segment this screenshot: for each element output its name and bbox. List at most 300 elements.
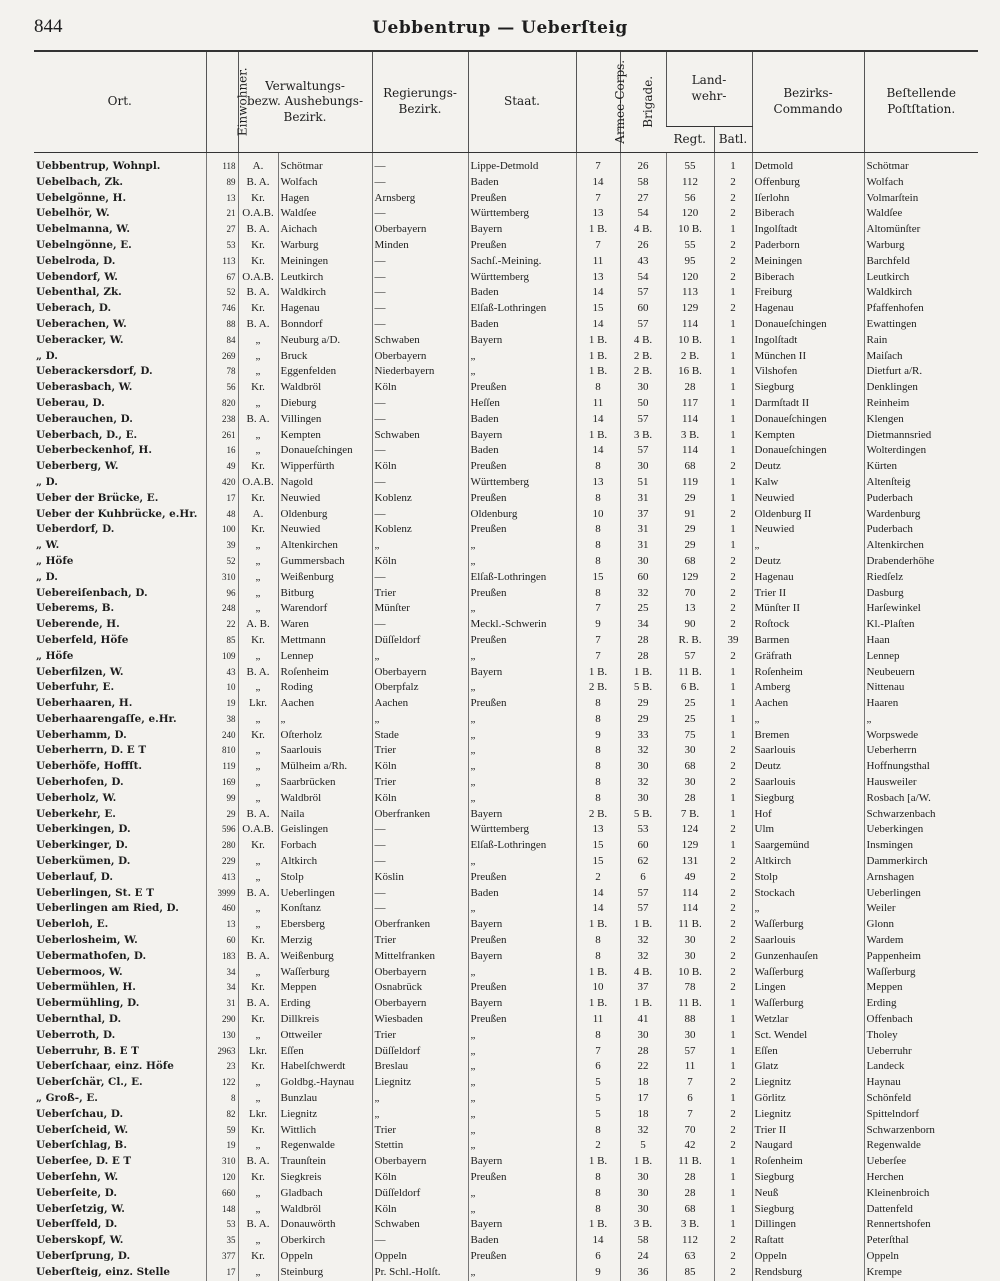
- cell-staat: Bayern: [468, 1217, 576, 1233]
- cell-batl: 2: [714, 980, 752, 996]
- cell-armee: 11: [576, 254, 620, 270]
- cell-regt: 114: [666, 443, 714, 459]
- table-row: [34, 191, 978, 207]
- cell-regt: 30: [666, 1028, 714, 1044]
- cell-regt: 57: [666, 649, 714, 665]
- cell-ort: Ueberacker, W.: [36, 333, 124, 346]
- cell-batl: 1: [714, 1028, 752, 1044]
- cell-regt: 124: [666, 822, 714, 838]
- cell-ort: Ueberloh, E.: [36, 918, 109, 931]
- cell-post: Barchfeld: [864, 254, 978, 270]
- cell-regt: 30: [666, 775, 714, 791]
- cell-brigade: 60: [620, 570, 666, 586]
- cell-verwaltung: Wipperfürth: [278, 459, 372, 475]
- cell-einwohner: 109: [206, 649, 238, 665]
- cell-staat: Baden: [468, 317, 576, 333]
- cell-armee: 9: [576, 728, 620, 744]
- cell-post: Hausweiler: [864, 775, 978, 791]
- cell-post: Regenwalde: [864, 1138, 978, 1154]
- cell-brigade: 22: [620, 1059, 666, 1075]
- cell-brigade: 6: [620, 870, 666, 886]
- cell-ort: Uebelbach, Zk.: [36, 175, 124, 188]
- cell-abbr: Kr.: [238, 1249, 278, 1265]
- table-row: [34, 870, 978, 886]
- cell-brigade: 3 B.: [620, 428, 666, 444]
- cell-regierung: —: [372, 570, 468, 586]
- cell-einwohner: 261: [206, 428, 238, 444]
- cell-staat: Preußen: [468, 1012, 576, 1028]
- cell-batl: 2: [714, 965, 752, 981]
- cell-einwohner: 34: [206, 965, 238, 981]
- cell-staat: „: [468, 1202, 576, 1218]
- cell-staat: Lippe-Detmold: [468, 159, 576, 175]
- cell-abbr: „: [238, 538, 278, 554]
- cell-einwohner: 810: [206, 743, 238, 759]
- cell-ort: Ueberberg, W.: [36, 460, 119, 473]
- cell-armee: 7: [576, 191, 620, 207]
- cell-einwohner: 119: [206, 759, 238, 775]
- cell-brigade: 25: [620, 601, 666, 617]
- cell-regt: 30: [666, 949, 714, 965]
- cell-brigade: 30: [620, 380, 666, 396]
- cell-bezirks: Waſſerburg: [752, 965, 864, 981]
- cell-ort: Ueberackersdorf, D.: [36, 365, 153, 378]
- cell-armee: 8: [576, 1186, 620, 1202]
- cell-regierung: Düſſeldorf: [372, 633, 468, 649]
- cell-ort: Uebenthal, Zk.: [36, 286, 122, 299]
- cell-verwaltung: Saarbrücken: [278, 775, 372, 791]
- cell-post: Volmarſtein: [864, 191, 978, 207]
- gazetteer-table-wrap: [34, 50, 978, 1281]
- cell-staat: Württemberg: [468, 206, 576, 222]
- cell-staat: Heſſen: [468, 396, 576, 412]
- cell-verwaltung: Nagold: [278, 475, 372, 491]
- cell-bezirks: Hagenau: [752, 301, 864, 317]
- cell-regt: 129: [666, 838, 714, 854]
- table-row: [34, 1217, 978, 1233]
- cell-batl: 1: [714, 1170, 752, 1186]
- cell-bezirks: Amberg: [752, 680, 864, 696]
- cell-brigade: 36: [620, 1265, 666, 1281]
- cell-staat: Bayern: [468, 807, 576, 823]
- cell-regierung: Köln: [372, 759, 468, 775]
- cell-ort: Ueber der Brücke, E.: [36, 491, 159, 504]
- cell-ort: Ueberkinger, D.: [36, 839, 128, 852]
- table-row: [34, 586, 978, 602]
- cell-verwaltung: Dieburg: [278, 396, 372, 412]
- cell-bezirks: Kempten: [752, 428, 864, 444]
- cell-verwaltung: Bruck: [278, 349, 372, 365]
- cell-armee: 14: [576, 443, 620, 459]
- cell-brigade: 51: [620, 475, 666, 491]
- cell-brigade: 1 B.: [620, 1154, 666, 1170]
- cell-einwohner: 183: [206, 949, 238, 965]
- cell-abbr: A.: [238, 159, 278, 175]
- cell-batl: 2: [714, 459, 752, 475]
- table-row: [34, 901, 978, 917]
- table-row: [34, 238, 978, 254]
- cell-post: Schwarzenbach: [864, 807, 978, 823]
- cell-ort: Ueberfilzen, W.: [36, 665, 124, 678]
- cell-ort: Ueberems, B.: [36, 602, 115, 615]
- cell-abbr: Kr.: [238, 933, 278, 949]
- cell-einwohner: 310: [206, 570, 238, 586]
- cell-armee: 8: [576, 696, 620, 712]
- cell-einwohner: 169: [206, 775, 238, 791]
- cell-regierung: „: [372, 538, 468, 554]
- cell-regt: 42: [666, 1138, 714, 1154]
- cell-post: Ueberherrn: [864, 743, 978, 759]
- cell-verwaltung: Oberkirch: [278, 1233, 372, 1249]
- cell-staat: „: [468, 649, 576, 665]
- cell-verwaltung: Wittlich: [278, 1123, 372, 1139]
- table-row: [34, 649, 978, 665]
- cell-einwohner: 67: [206, 270, 238, 286]
- cell-abbr: B. A.: [238, 807, 278, 823]
- cell-regt: 78: [666, 980, 714, 996]
- table-row: [34, 270, 978, 286]
- cell-ort: Uebelroda, D.: [36, 254, 116, 267]
- cell-batl: 39: [714, 633, 752, 649]
- cell-bezirks: Biberach: [752, 270, 864, 286]
- cell-bezirks: Liegnitz: [752, 1075, 864, 1091]
- cell-ort: Ueberlauf, D.: [36, 870, 113, 883]
- cell-post: Insmingen: [864, 838, 978, 854]
- cell-regt: 6: [666, 1091, 714, 1107]
- cell-batl: 2: [714, 601, 752, 617]
- cell-verwaltung: Aichach: [278, 222, 372, 238]
- cell-abbr: Lkr.: [238, 696, 278, 712]
- column-header-staat: Staat.: [468, 51, 576, 153]
- cell-brigade: 30: [620, 459, 666, 475]
- cell-regierung: —: [372, 175, 468, 191]
- cell-regt: 131: [666, 854, 714, 870]
- cell-bezirks: Dillingen: [752, 1217, 864, 1233]
- cell-regierung: Köln: [372, 1202, 468, 1218]
- cell-brigade: 2 B.: [620, 349, 666, 365]
- cell-post: Denklingen: [864, 380, 978, 396]
- cell-batl: 1: [714, 1202, 752, 1218]
- cell-staat: Sachſ.-Meining.: [468, 254, 576, 270]
- cell-post: Maiſach: [864, 349, 978, 365]
- cell-armee: 1 B.: [576, 1217, 620, 1233]
- cell-bezirks: Ingolſtadt: [752, 222, 864, 238]
- cell-batl: 1: [714, 412, 752, 428]
- cell-brigade: 60: [620, 301, 666, 317]
- cell-post: Worpswede: [864, 728, 978, 744]
- cell-abbr: „: [238, 901, 278, 917]
- cell-staat: Preußen: [468, 933, 576, 949]
- cell-einwohner: 60: [206, 933, 238, 949]
- cell-ort: Uebernthal, D.: [36, 1013, 122, 1026]
- cell-ort: Ueberruhr, B. E T: [36, 1044, 139, 1057]
- cell-regt: 16 B.: [666, 364, 714, 380]
- cell-staat: Württemberg: [468, 270, 576, 286]
- cell-abbr: B. A.: [238, 665, 278, 681]
- cell-regierung: Koblenz: [372, 522, 468, 538]
- cell-armee: 13: [576, 270, 620, 286]
- table-row: [34, 349, 978, 365]
- cell-staat: „: [468, 538, 576, 554]
- cell-regt: 129: [666, 301, 714, 317]
- cell-armee: 14: [576, 285, 620, 301]
- cell-batl: 2: [714, 775, 752, 791]
- table-row: [34, 1075, 978, 1091]
- cell-abbr: B. A.: [238, 1217, 278, 1233]
- cell-armee: 8: [576, 380, 620, 396]
- cell-einwohner: 596: [206, 822, 238, 838]
- cell-regierung: Koblenz: [372, 491, 468, 507]
- cell-einwohner: 460: [206, 901, 238, 917]
- cell-einwohner: 43: [206, 665, 238, 681]
- table-row: [34, 570, 978, 586]
- cell-regt: 28: [666, 1186, 714, 1202]
- cell-post: Ueberruhr: [864, 1044, 978, 1060]
- cell-batl: 1: [714, 333, 752, 349]
- cell-einwohner: 78: [206, 364, 238, 380]
- cell-post: Haaren: [864, 696, 978, 712]
- cell-staat: „: [468, 364, 576, 380]
- cell-armee: 1 B.: [576, 917, 620, 933]
- cell-einwohner: 49: [206, 459, 238, 475]
- cell-staat: Bayern: [468, 222, 576, 238]
- cell-regierung: —: [372, 838, 468, 854]
- cell-staat: Baden: [468, 412, 576, 428]
- cell-post: Dietmannsried: [864, 428, 978, 444]
- cell-verwaltung: Hagenau: [278, 301, 372, 317]
- cell-ort: „ D.: [36, 570, 58, 583]
- cell-armee: 15: [576, 854, 620, 870]
- cell-einwohner: 240: [206, 728, 238, 744]
- cell-post: Arnshagen: [864, 870, 978, 886]
- table-row: [34, 491, 978, 507]
- cell-einwohner: 10: [206, 680, 238, 696]
- cell-post: Dattenfeld: [864, 1202, 978, 1218]
- cell-abbr: B. A.: [238, 175, 278, 191]
- cell-regt: 88: [666, 1012, 714, 1028]
- cell-batl: 2: [714, 917, 752, 933]
- cell-regierung: Stade: [372, 728, 468, 744]
- cell-post: Haynau: [864, 1075, 978, 1091]
- cell-ort: Ueberdorf, D.: [36, 523, 115, 536]
- cell-ort: Ueberhaaren, H.: [36, 697, 133, 710]
- cell-regt: 117: [666, 396, 714, 412]
- cell-brigade: 4 B.: [620, 965, 666, 981]
- cell-staat: „: [468, 965, 576, 981]
- cell-armee: 9: [576, 617, 620, 633]
- cell-regierung: „: [372, 1091, 468, 1107]
- cell-verwaltung: Wolfach: [278, 175, 372, 191]
- cell-batl: 1: [714, 222, 752, 238]
- cell-bezirks: Neuwied: [752, 491, 864, 507]
- cell-brigade: 50: [620, 396, 666, 412]
- cell-ort: Ueberroth, D.: [36, 1028, 116, 1041]
- cell-ort: Ueberkehr, E.: [36, 807, 116, 820]
- cell-brigade: 57: [620, 443, 666, 459]
- cell-verwaltung: Liegnitz: [278, 1107, 372, 1123]
- cell-staat: Preußen: [468, 633, 576, 649]
- cell-regt: 11: [666, 1059, 714, 1075]
- cell-staat: Bayern: [468, 949, 576, 965]
- cell-armee: 1 B.: [576, 364, 620, 380]
- cell-abbr: B. A.: [238, 285, 278, 301]
- table-row: [34, 1154, 978, 1170]
- cell-abbr: B. A.: [238, 222, 278, 238]
- cell-armee: 1 B.: [576, 965, 620, 981]
- cell-armee: 8: [576, 1202, 620, 1218]
- cell-brigade: 30: [620, 791, 666, 807]
- cell-einwohner: 13: [206, 191, 238, 207]
- cell-bezirks: Lingen: [752, 980, 864, 996]
- cell-post: Dasburg: [864, 586, 978, 602]
- cell-einwohner: 99: [206, 791, 238, 807]
- table-row: [34, 206, 978, 222]
- cell-bezirks: Trier II: [752, 1123, 864, 1139]
- cell-einwohner: 19: [206, 696, 238, 712]
- cell-ort: Ueberherrn, D. E T: [36, 744, 147, 757]
- cell-staat: Württemberg: [468, 822, 576, 838]
- cell-abbr: B. A.: [238, 996, 278, 1012]
- cell-ort: Ueberfeld, Höfe: [36, 633, 129, 646]
- cell-bezirks: Roſtock: [752, 617, 864, 633]
- cell-regt: 112: [666, 175, 714, 191]
- cell-ort: Ueberfuhr, E.: [36, 681, 115, 694]
- cell-brigade: 26: [620, 159, 666, 175]
- cell-batl: 2: [714, 886, 752, 902]
- cell-einwohner: 17: [206, 491, 238, 507]
- cell-brigade: 31: [620, 538, 666, 554]
- cell-bezirks: Sct. Wendel: [752, 1028, 864, 1044]
- cell-armee: 8: [576, 775, 620, 791]
- cell-regierung: Oberbayern: [372, 965, 468, 981]
- cell-verwaltung: Oldenburg: [278, 507, 372, 523]
- cell-regt: 25: [666, 696, 714, 712]
- cell-regierung: —: [372, 412, 468, 428]
- cell-staat: „: [468, 1091, 576, 1107]
- cell-ort: Ueberach, D.: [36, 302, 112, 315]
- cell-brigade: 2 B.: [620, 364, 666, 380]
- cell-batl: 1: [714, 475, 752, 491]
- cell-bezirks: Saargemünd: [752, 838, 864, 854]
- cell-ort: Ueberau, D.: [36, 396, 105, 409]
- cell-einwohner: 34: [206, 980, 238, 996]
- cell-bezirks: Glatz: [752, 1059, 864, 1075]
- cell-verwaltung: Schötmar: [278, 159, 372, 175]
- cell-armee: 1 B.: [576, 1154, 620, 1170]
- cell-regierung: Düſſeldorf: [372, 1186, 468, 1202]
- cell-abbr: Kr.: [238, 1059, 278, 1075]
- cell-post: Leutkirch: [864, 270, 978, 286]
- cell-batl: 1: [714, 522, 752, 538]
- cell-verwaltung: Waldkirch: [278, 285, 372, 301]
- cell-staat: „: [468, 1123, 576, 1139]
- cell-regt: 75: [666, 728, 714, 744]
- cell-staat: Baden: [468, 886, 576, 902]
- cell-batl: 1: [714, 696, 752, 712]
- cell-regierung: Oberfranken: [372, 917, 468, 933]
- cell-batl: 1: [714, 428, 752, 444]
- cell-regierung: Oppeln: [372, 1249, 468, 1265]
- cell-regierung: Minden: [372, 238, 468, 254]
- table-row: [34, 775, 978, 791]
- cell-regt: 63: [666, 1249, 714, 1265]
- cell-ort: Ueberſteig, einz. Stelle: [36, 1265, 171, 1278]
- cell-verwaltung: Lennep: [278, 649, 372, 665]
- cell-regt: 11 B.: [666, 1154, 714, 1170]
- cell-verwaltung: Saarlouis: [278, 743, 372, 759]
- cell-abbr: Kr.: [238, 838, 278, 854]
- table-row: [34, 633, 978, 649]
- cell-regt: 70: [666, 1123, 714, 1139]
- cell-regierung: Düſſeldorf: [372, 1044, 468, 1060]
- cell-staat: Preußen: [468, 380, 576, 396]
- cell-regierung: Arnsberg: [372, 191, 468, 207]
- cell-regt: 114: [666, 412, 714, 428]
- cell-brigade: 58: [620, 1233, 666, 1249]
- cell-regierung: Oberbayern: [372, 996, 468, 1012]
- cell-abbr: O.A.B.: [238, 270, 278, 286]
- table-row: [34, 680, 978, 696]
- cell-staat: „: [468, 1186, 576, 1202]
- cell-staat: „: [468, 854, 576, 870]
- cell-verwaltung: Waldbröl: [278, 1202, 372, 1218]
- cell-ort: Uebermoos, W.: [36, 965, 123, 978]
- cell-verwaltung: Neuwied: [278, 522, 372, 538]
- table-row: [34, 854, 978, 870]
- cell-bezirks: Deutz: [752, 759, 864, 775]
- cell-einwohner: 52: [206, 554, 238, 570]
- cell-verwaltung: „: [278, 712, 372, 728]
- cell-bezirks: Ulm: [752, 822, 864, 838]
- cell-abbr: „: [238, 775, 278, 791]
- cell-einwohner: 53: [206, 238, 238, 254]
- cell-batl: 2: [714, 554, 752, 570]
- cell-batl: 2: [714, 1249, 752, 1265]
- cell-brigade: 57: [620, 412, 666, 428]
- cell-abbr: „: [238, 554, 278, 570]
- cell-regierung: —: [372, 254, 468, 270]
- cell-brigade: 54: [620, 206, 666, 222]
- cell-regt: 55: [666, 159, 714, 175]
- cell-batl: 1: [714, 1059, 752, 1075]
- cell-abbr: Kr.: [238, 254, 278, 270]
- cell-bezirks: Oppeln: [752, 1249, 864, 1265]
- column-header-regierung: Regierungs- Bezirk.: [372, 51, 468, 153]
- cell-bezirks: Saarlouis: [752, 933, 864, 949]
- cell-einwohner: 238: [206, 412, 238, 428]
- cell-verwaltung: Traunſtein: [278, 1154, 372, 1170]
- cell-staat: „: [468, 728, 576, 744]
- cell-abbr: „: [238, 712, 278, 728]
- table-row: [34, 1233, 978, 1249]
- table-row: [34, 601, 978, 617]
- table-row: [34, 175, 978, 191]
- table-row: [34, 1138, 978, 1154]
- table-row: [34, 933, 978, 949]
- cell-armee: 11: [576, 396, 620, 412]
- table-row: [34, 822, 978, 838]
- cell-regt: 3 B.: [666, 428, 714, 444]
- cell-verwaltung: Gladbach: [278, 1186, 372, 1202]
- cell-staat: Elſaß-Lothringen: [468, 301, 576, 317]
- cell-batl: 2: [714, 743, 752, 759]
- cell-ort: Uebelngönne, E.: [36, 238, 132, 251]
- cell-einwohner: 13: [206, 917, 238, 933]
- cell-abbr: „: [238, 1233, 278, 1249]
- cell-einwohner: 118: [206, 159, 238, 175]
- cell-post: Schönfeld: [864, 1091, 978, 1107]
- cell-regt: 2 B.: [666, 349, 714, 365]
